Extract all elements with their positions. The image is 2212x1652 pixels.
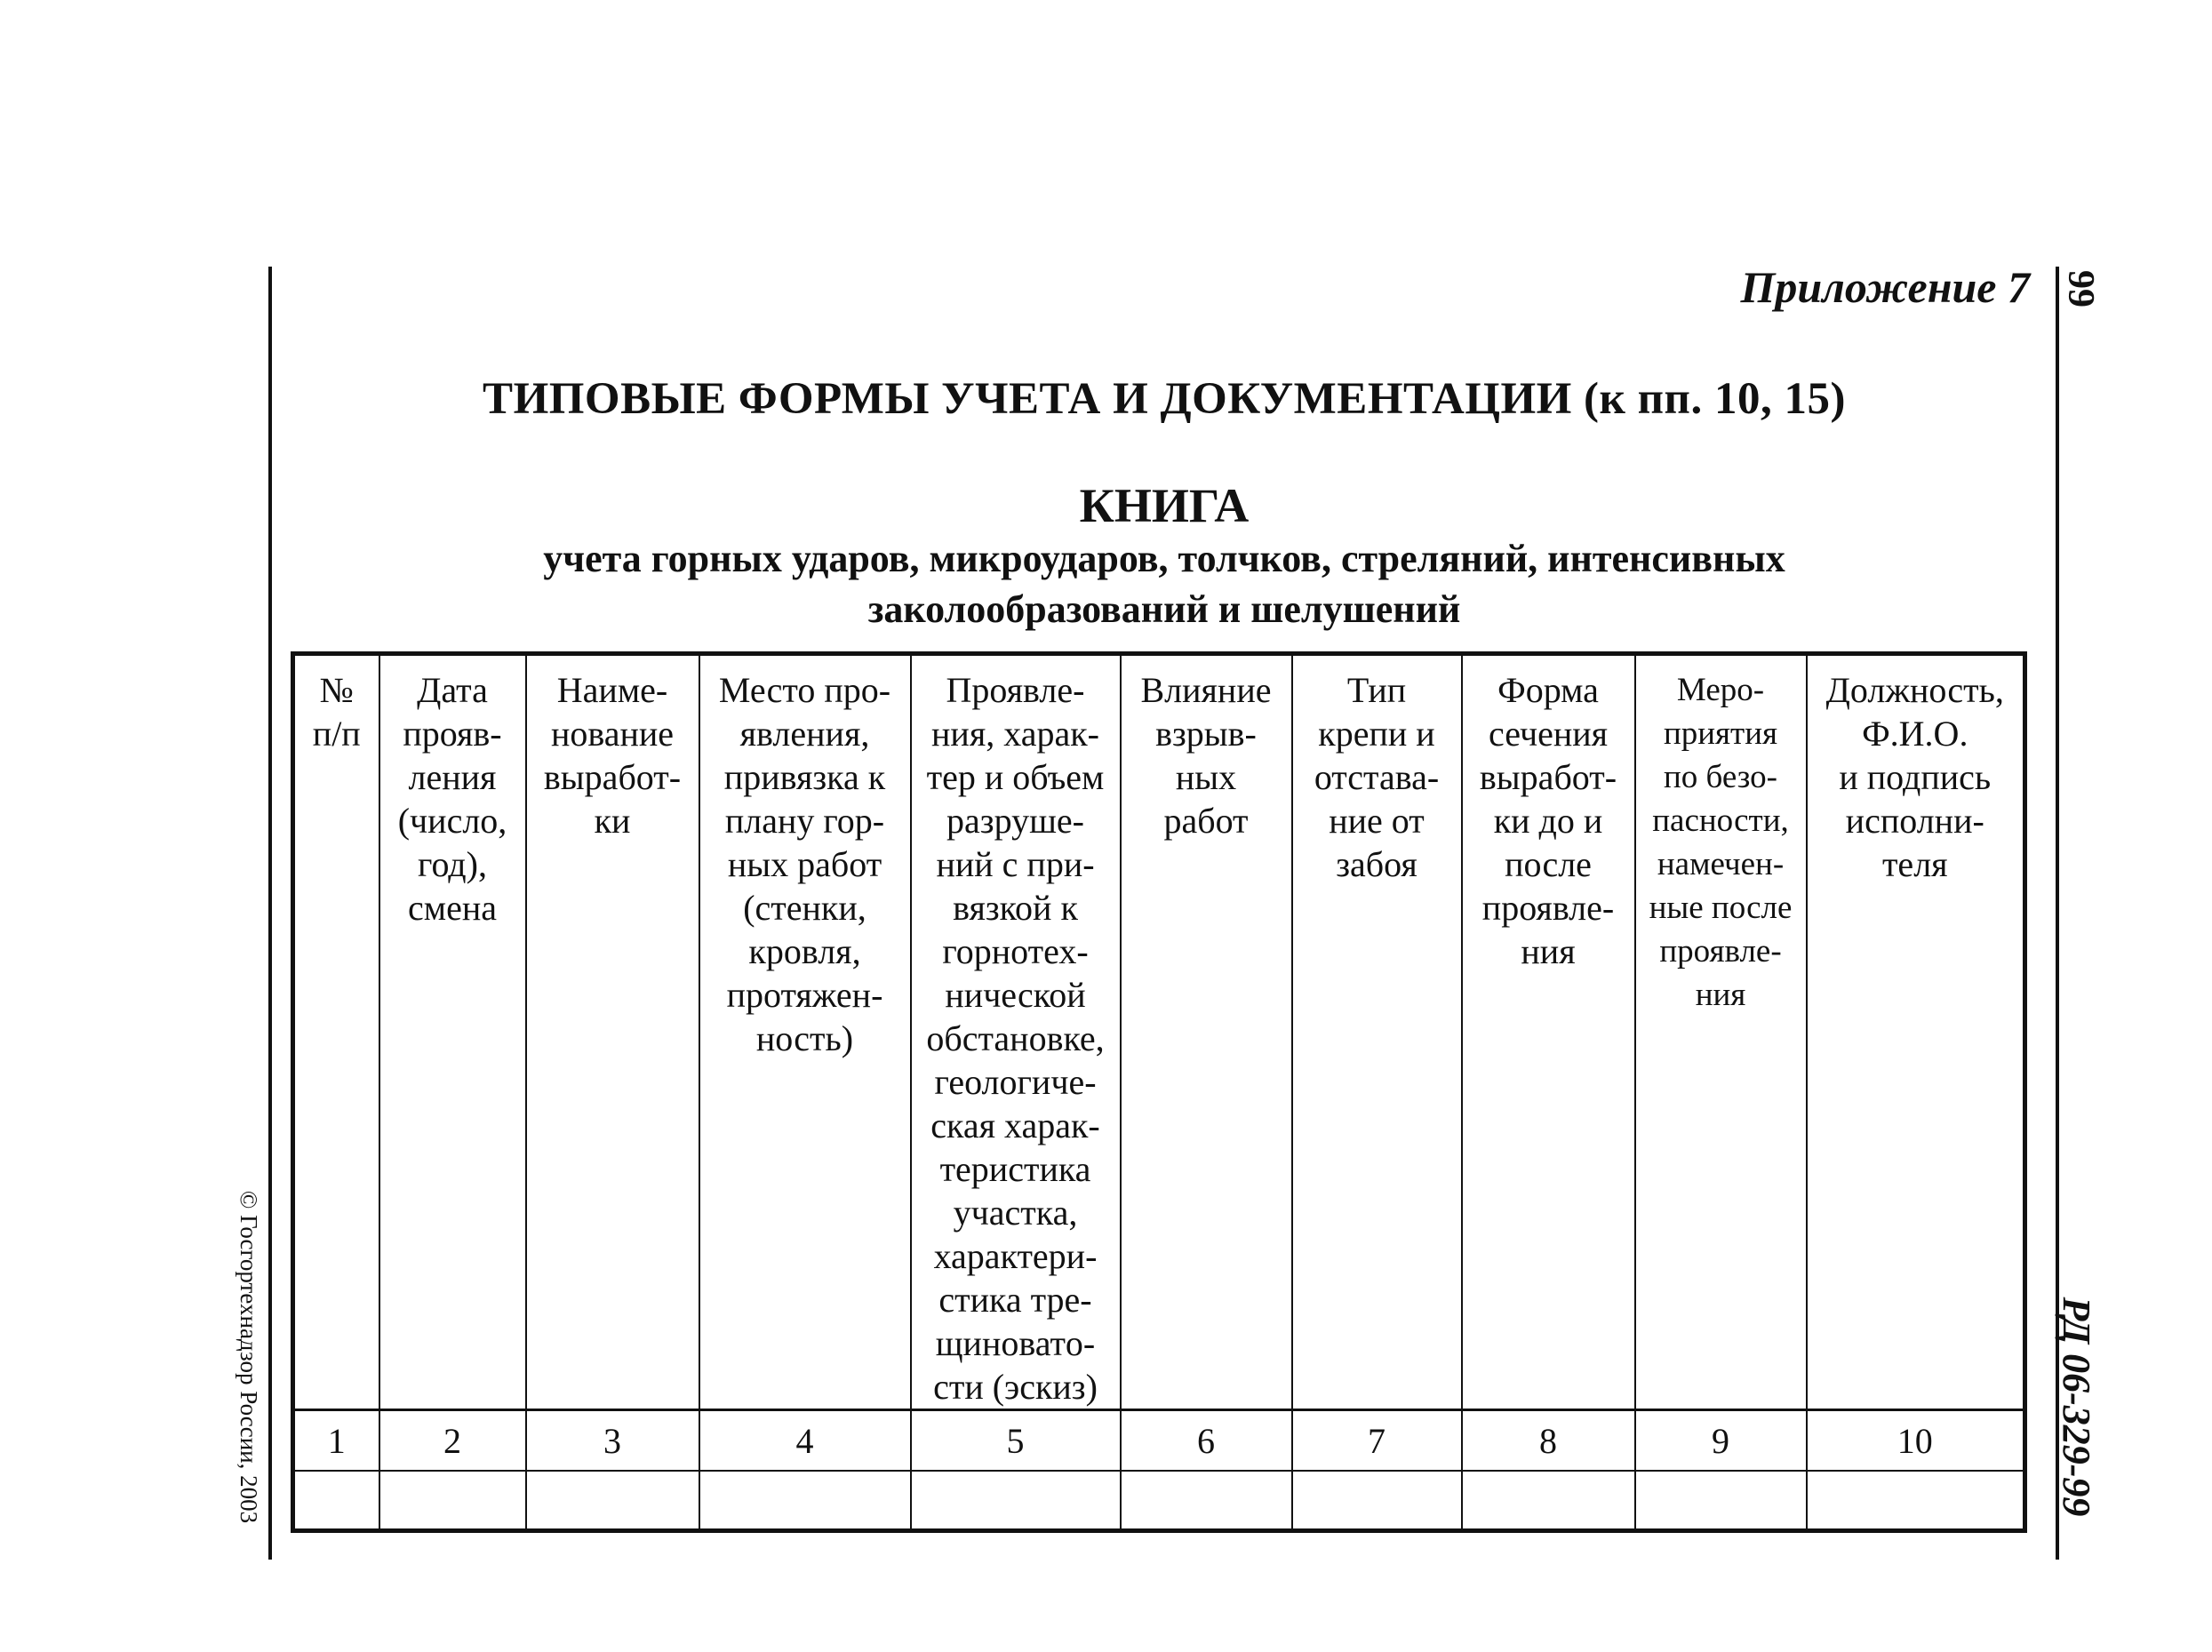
column-number-cell: 3 [526, 1410, 699, 1472]
copyright-note: © Госгортехнадзор России, 2003 [236, 1190, 262, 1524]
header-text-date: Дата прояв- ления (число, год), смена [397, 670, 507, 928]
main-title: ТИПОВЫЕ ФОРМЫ УЧЕТА И ДОКУМЕНТАЦИИ (к пп. 10, 15) [483, 374, 1846, 424]
header-text-number: № п/п [312, 670, 361, 754]
table-header-row [293, 654, 2025, 1410]
header-cell [379, 654, 526, 1410]
column-number-cell: 4 [699, 1410, 911, 1472]
column-number-cell: 6 [1121, 1410, 1292, 1472]
empty-cell [1807, 1471, 2025, 1531]
empty-entry-row [293, 1471, 2025, 1531]
empty-cell [379, 1471, 526, 1531]
header-cell [293, 654, 379, 1410]
header-cell [1462, 654, 1635, 1410]
appendix-label: Приложение 7 [1740, 262, 2030, 312]
page-number: 99 [2060, 270, 2101, 307]
book-subtitle-line-1: учета горных ударов, микроударов, толчков, стреляний, интенсивных [543, 537, 1785, 580]
header-text-safety-measures: Меро- приятия по безо- пасности, намечен- ные после проявле- ния [1649, 672, 1793, 1013]
header-text-working-name: Наиме- нование выработ- ки [543, 670, 682, 841]
header-text-blasting-influence: Влияние взрыв- ных работ [1140, 670, 1272, 841]
header-text-support-type: Тип крепи и отстава- ние от забоя [1314, 670, 1440, 884]
header-cell [911, 654, 1121, 1410]
record-form-table [291, 651, 2027, 1533]
document-code: РД 06-329-99 [2055, 1297, 2098, 1517]
empty-cell [1292, 1471, 1462, 1531]
column-number-cell: 8 [1462, 1410, 1635, 1472]
header-text-manifestations: Проявле- ния, харак- тер и объем разруше- ний с при- вязкой к горнотех- нической обстановке, геологиче- ская харак- теристика участка, характери- стика тре- щиноватo- сти (эскиз) [926, 670, 1105, 1407]
header-cell [699, 654, 911, 1410]
empty-cell [1635, 1471, 1807, 1531]
header-text-location: Место про- явления, привязка к плану гор- ных работ (стенки, кровля, протяжен- ность) [718, 670, 891, 1058]
header-text-executor: Должность, Ф.И.О. и подпись исполни- теля [1825, 670, 2004, 884]
left-margin-rule [268, 267, 272, 1560]
header-cell [1292, 654, 1462, 1410]
header-cell [1807, 654, 2025, 1410]
header-text-section-shape: Форма сечения выработ- ки до и после проявле- ния [1479, 670, 1617, 971]
column-number-cell: 2 [379, 1410, 526, 1472]
empty-cell [699, 1471, 911, 1531]
column-number-cell: 9 [1635, 1410, 1807, 1472]
header-cell [526, 654, 699, 1410]
book-subtitle-line-2: заколообразований и шелушений [867, 587, 1461, 631]
empty-cell [526, 1471, 699, 1531]
column-number-cell: 10 [1807, 1410, 2025, 1472]
column-number-row [293, 1410, 2025, 1472]
header-cell [1121, 654, 1292, 1410]
column-number-cell: 1 [293, 1410, 379, 1472]
book-title: КНИГА [1079, 479, 1250, 532]
column-number-cell: 7 [1292, 1410, 1462, 1472]
empty-cell [1462, 1471, 1635, 1531]
empty-cell [293, 1471, 379, 1531]
empty-cell [1121, 1471, 1292, 1531]
column-number-cell: 5 [911, 1410, 1121, 1472]
header-cell [1635, 654, 1807, 1410]
empty-cell [911, 1471, 1121, 1531]
